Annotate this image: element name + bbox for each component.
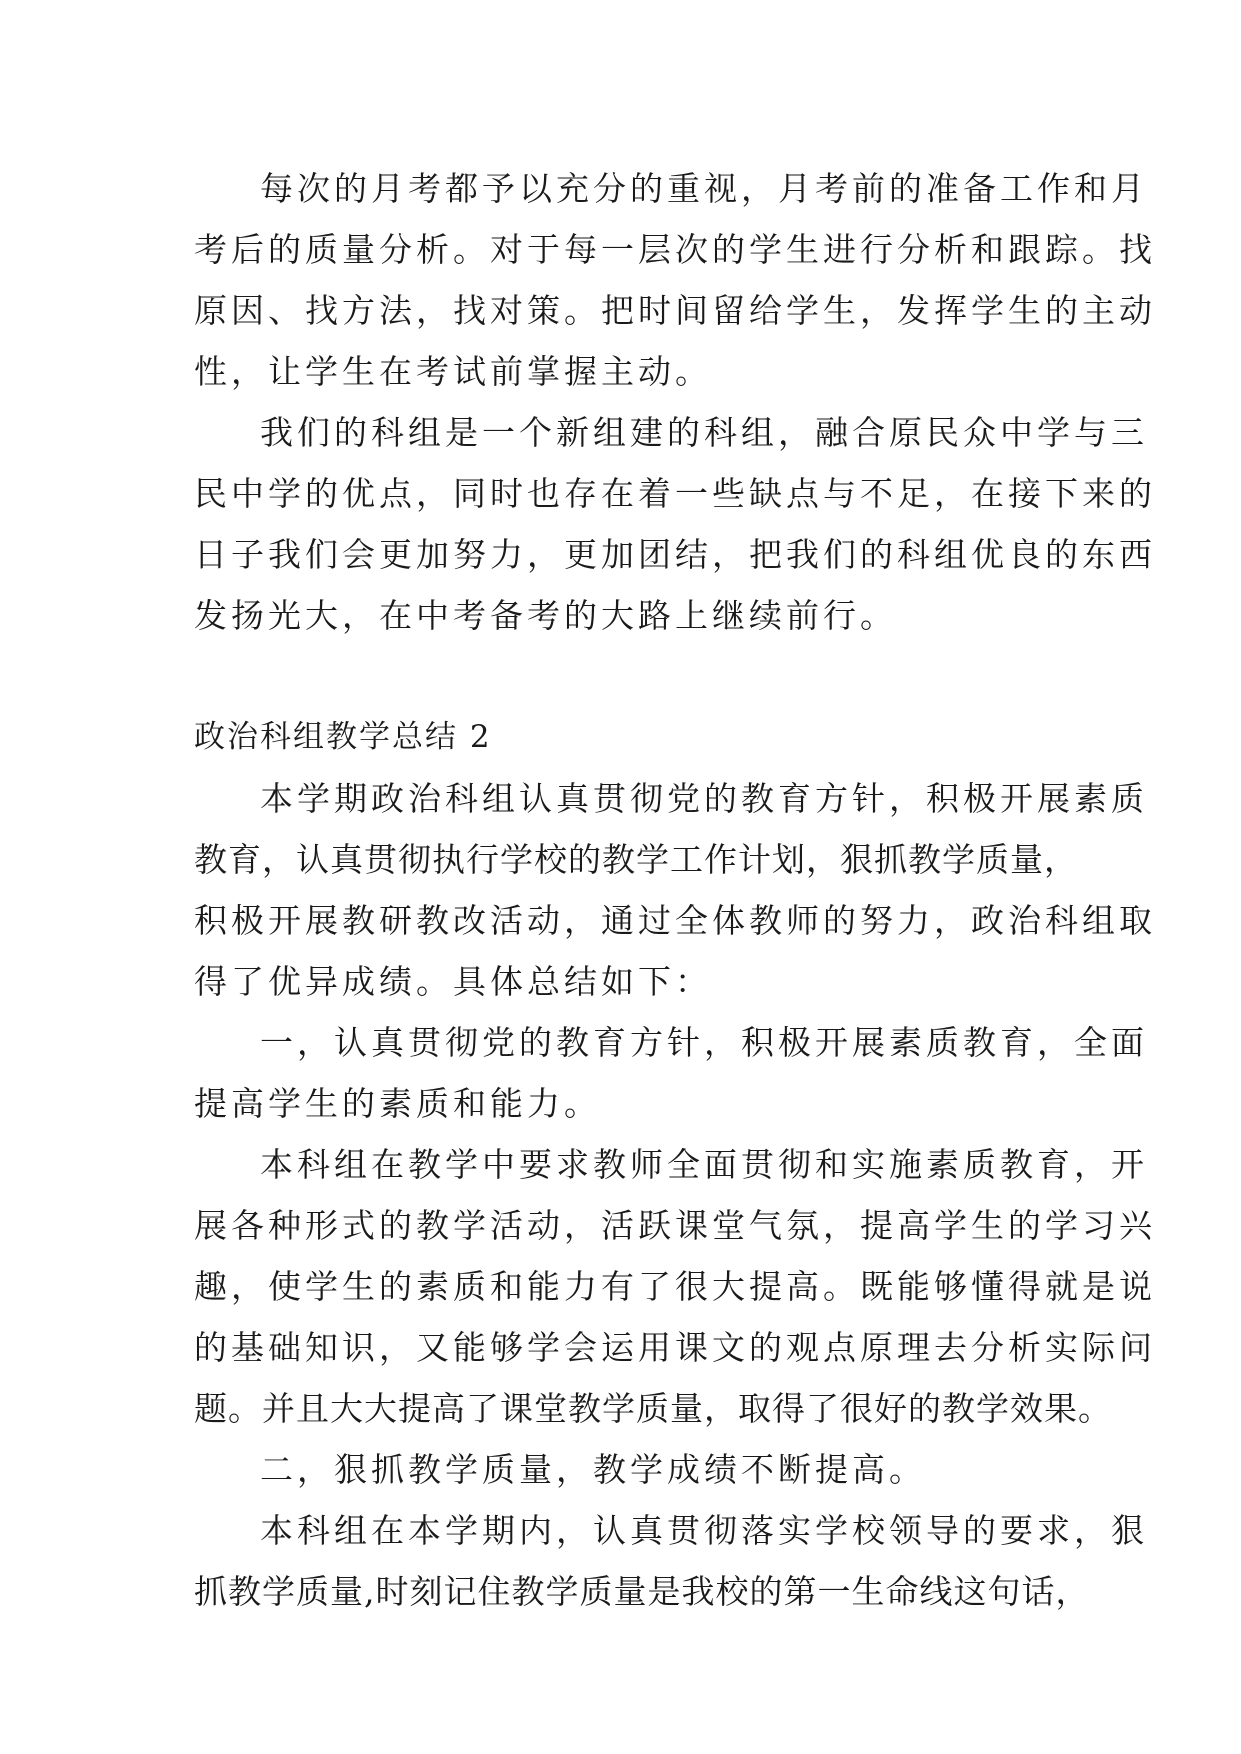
text-line: 展各种形式的教学活动，活跃课堂气氛，提高学生的学习兴 xyxy=(194,1206,1156,1245)
paragraph xyxy=(194,1500,1148,1622)
text-line: 性，让学生在考试前掌握主动。 xyxy=(194,352,712,391)
paragraph xyxy=(194,768,1156,1012)
text-line: 民中学的优点，同时也存在着一些缺点与不足，在接下来的 xyxy=(194,474,1156,513)
text-line: 日子我们会更加努力，更加团结，把我们的科组优良的东西 xyxy=(194,535,1156,574)
section-spacer xyxy=(194,646,1054,707)
text-line: 的基础知识，又能够学会运用课文的观点原理去分析实际问 xyxy=(194,1328,1156,1367)
text-line: 积极开展教研教改活动，通过全体教师的努力，政治科组取 xyxy=(194,901,1156,940)
text-line: 我们的科组是一个新组建的科组，融合原民众中学与三 xyxy=(260,413,1148,452)
paragraph xyxy=(194,158,1156,402)
text-line: 得了优异成绩。具体总结如下： xyxy=(194,962,712,1001)
text-line: 原因、找方法，找对策。把时间留给学生，发挥学生的主动 xyxy=(194,291,1156,330)
text-line: 趣，使学生的素质和能力有了很大提高。既能够懂得就是说 xyxy=(194,1267,1156,1306)
text-line: 二，狠抓教学质量，教学成绩不断提高。 xyxy=(260,1450,926,1489)
text-line: 抓教学质量,时刻记住教学质量是我校的第一生命线这句话， xyxy=(194,1572,1090,1611)
paragraph xyxy=(194,1439,1054,1500)
text-line: 考后的质量分析。对于每一层次的学生进行分析和跟踪。找 xyxy=(194,230,1156,269)
text-line: 本学期政治科组认真贯彻党的教育方针，积极开展素质 xyxy=(260,779,1148,818)
text-line: 本科组在本学期内，认真贯彻落实学校领导的要求，狠 xyxy=(260,1511,1148,1550)
text-line: 提高学生的素质和能力。 xyxy=(194,1084,601,1123)
text-line: 本科组在教学中要求教师全面贯彻和实施素质教育，开 xyxy=(260,1145,1148,1184)
paragraph xyxy=(194,1012,1148,1134)
text-line: 一，认真贯彻党的教育方针，积极开展素质教育，全面 xyxy=(260,1023,1148,1062)
text-line: 每次的月考都予以充分的重视，月考前的准备工作和月 xyxy=(260,169,1148,208)
text-line: 教育，认真贯彻执行学校的教学工作计划，狠抓教学质量， xyxy=(194,840,1078,879)
text-line: 发扬光大，在中考备考的大路上继续前行。 xyxy=(194,596,897,635)
paragraph xyxy=(194,1134,1156,1439)
section-title: 政治科组教学总结 2 xyxy=(194,719,492,755)
text-line: 题。并且大大提高了课堂教学质量，取得了很好的教学效果。 xyxy=(194,1389,1112,1428)
paragraph xyxy=(194,402,1156,646)
document-page xyxy=(194,158,1156,1622)
